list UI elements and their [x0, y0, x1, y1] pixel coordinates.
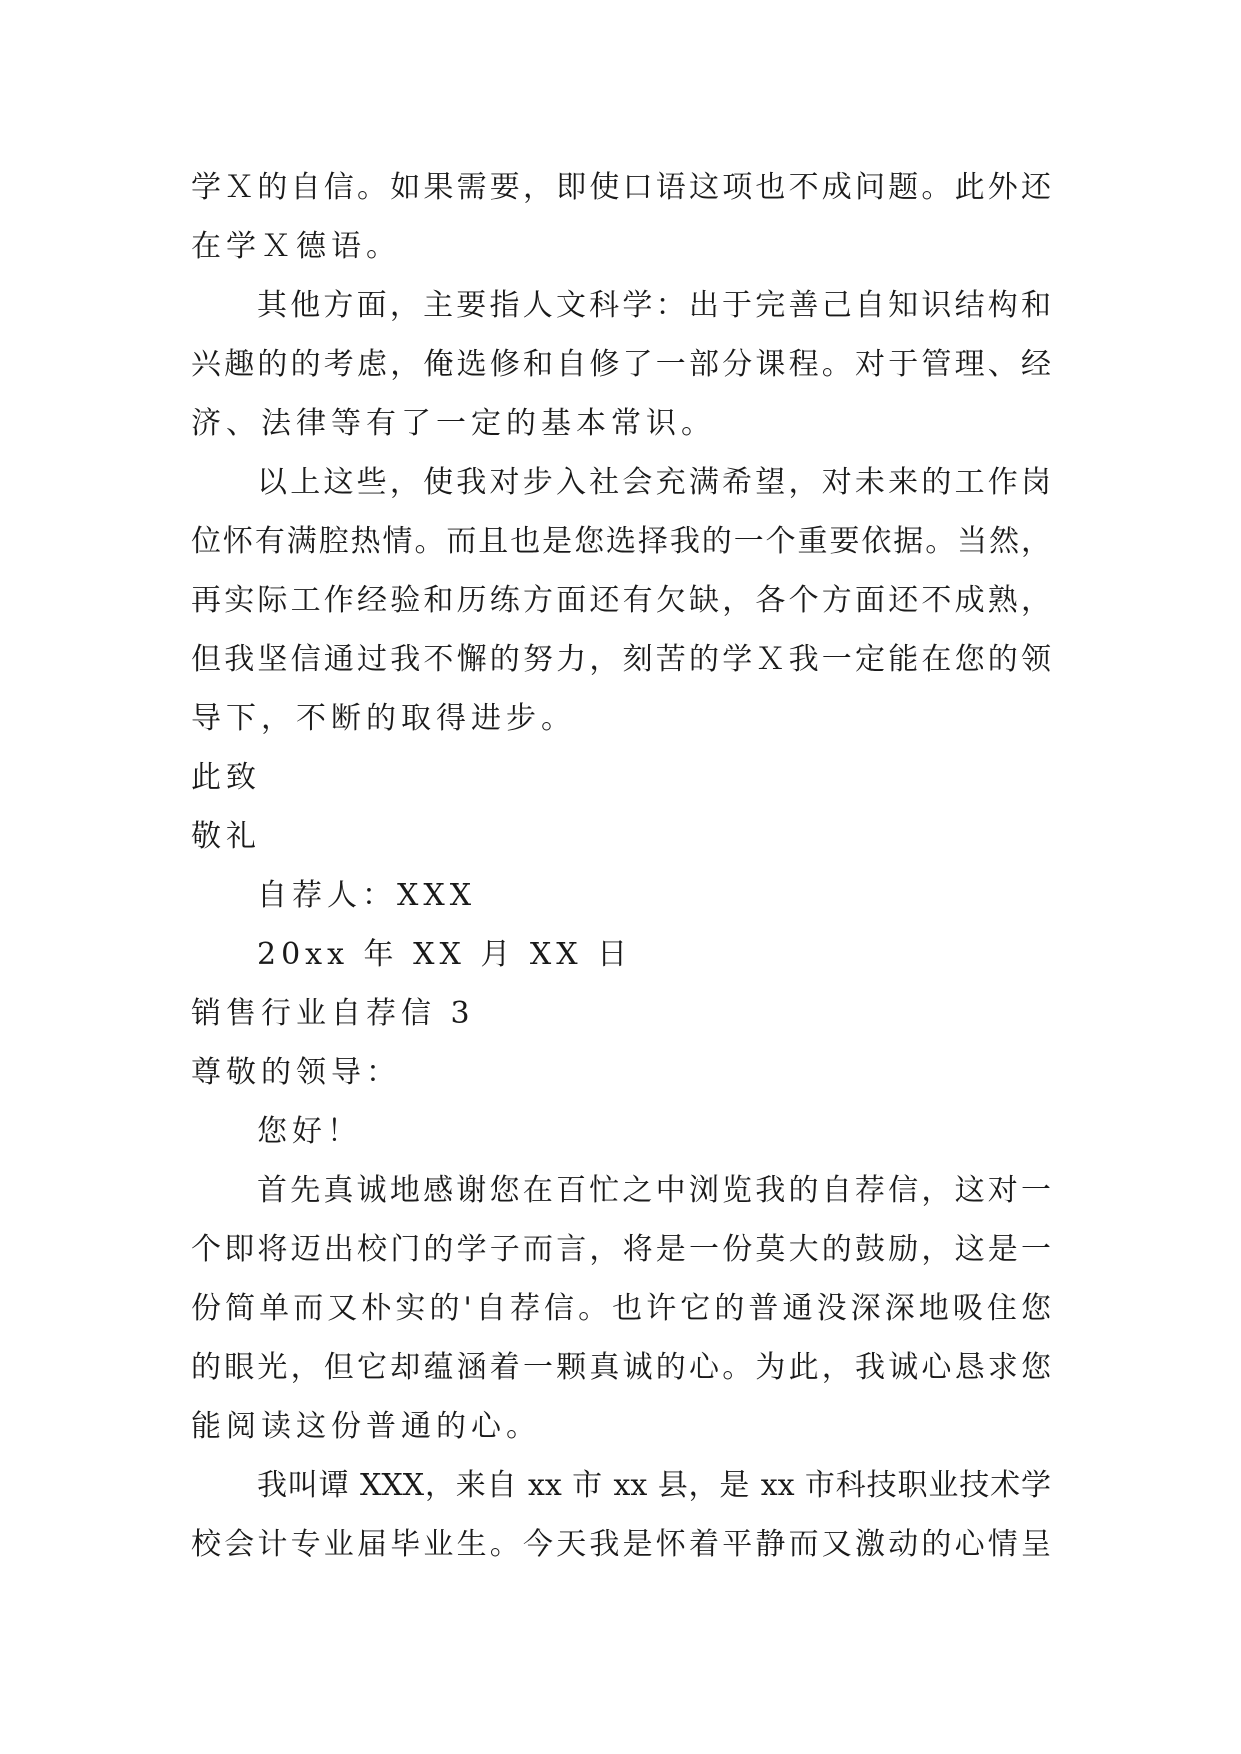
- body-line: 个即将迈出校门的学子而言，将是一份莫大的鼓励，这是一: [191, 1232, 1051, 1267]
- body-line: 但我坚信通过我不懈的努力，刻苦的学Ｘ我一定能在您的领: [191, 642, 1051, 677]
- paragraph-start-line: 其他方面，主要指人文科学：出于完善己自知识结构和: [257, 288, 1051, 323]
- body-line: 导下，不断的取得进步。: [191, 701, 576, 736]
- body-line: 的眼光，但它却蕴涵着一颗真诚的心。为此，我诚心恳求您: [191, 1350, 1051, 1385]
- body-line: 学Ｘ的自信。如果需要，即使口语这项也不成问题。此外还: [191, 170, 1051, 205]
- body-line: 位怀有满腔热情。而且也是您选择我的一个重要依据。当然，: [191, 524, 1051, 559]
- paragraph-start-line: 首先真诚地感谢您在百忙之中浏览我的自荐信，这对一: [257, 1173, 1051, 1208]
- body-line: 份简单而又朴实的'自荐信。也许它的普通没深深地吸住您: [191, 1291, 1051, 1326]
- paragraph-start-line: 以上这些，使我对步入社会充满希望，对未来的工作岗: [257, 465, 1051, 500]
- paragraph-start-line: 我叫谭 XXX，来自 xx 市 xx 县，是 xx 市科技职业技术学: [257, 1468, 1051, 1503]
- document-page: [191, 158, 1051, 1574]
- salutation-closing: 敬礼: [191, 819, 261, 854]
- greeting-line: 尊敬的领导：: [191, 1055, 401, 1090]
- greeting-hello: 您好！: [257, 1114, 362, 1149]
- body-line: 兴趣的的考虑，俺选修和自修了一部分课程。对于管理、经: [191, 347, 1051, 382]
- signature-line: 自荐人：XXX: [257, 878, 477, 913]
- body-line: 在学Ｘ德语。: [191, 229, 401, 264]
- closing-line: 此致: [191, 760, 261, 795]
- body-line: 能阅读这份普通的心。: [191, 1409, 541, 1444]
- section-title: 销售行业自荐信 3: [191, 996, 475, 1031]
- body-line: 济、法律等有了一定的基本常识。: [191, 406, 716, 441]
- body-line: 再实际工作经验和历练方面还有欠缺，各个方面还不成熟，: [191, 583, 1051, 618]
- date-line: 20xx 年 XX 月 XX 日: [257, 937, 633, 972]
- body-line: 校会计专业届毕业生。今天我是怀着平静而又激动的心情呈: [191, 1527, 1051, 1562]
